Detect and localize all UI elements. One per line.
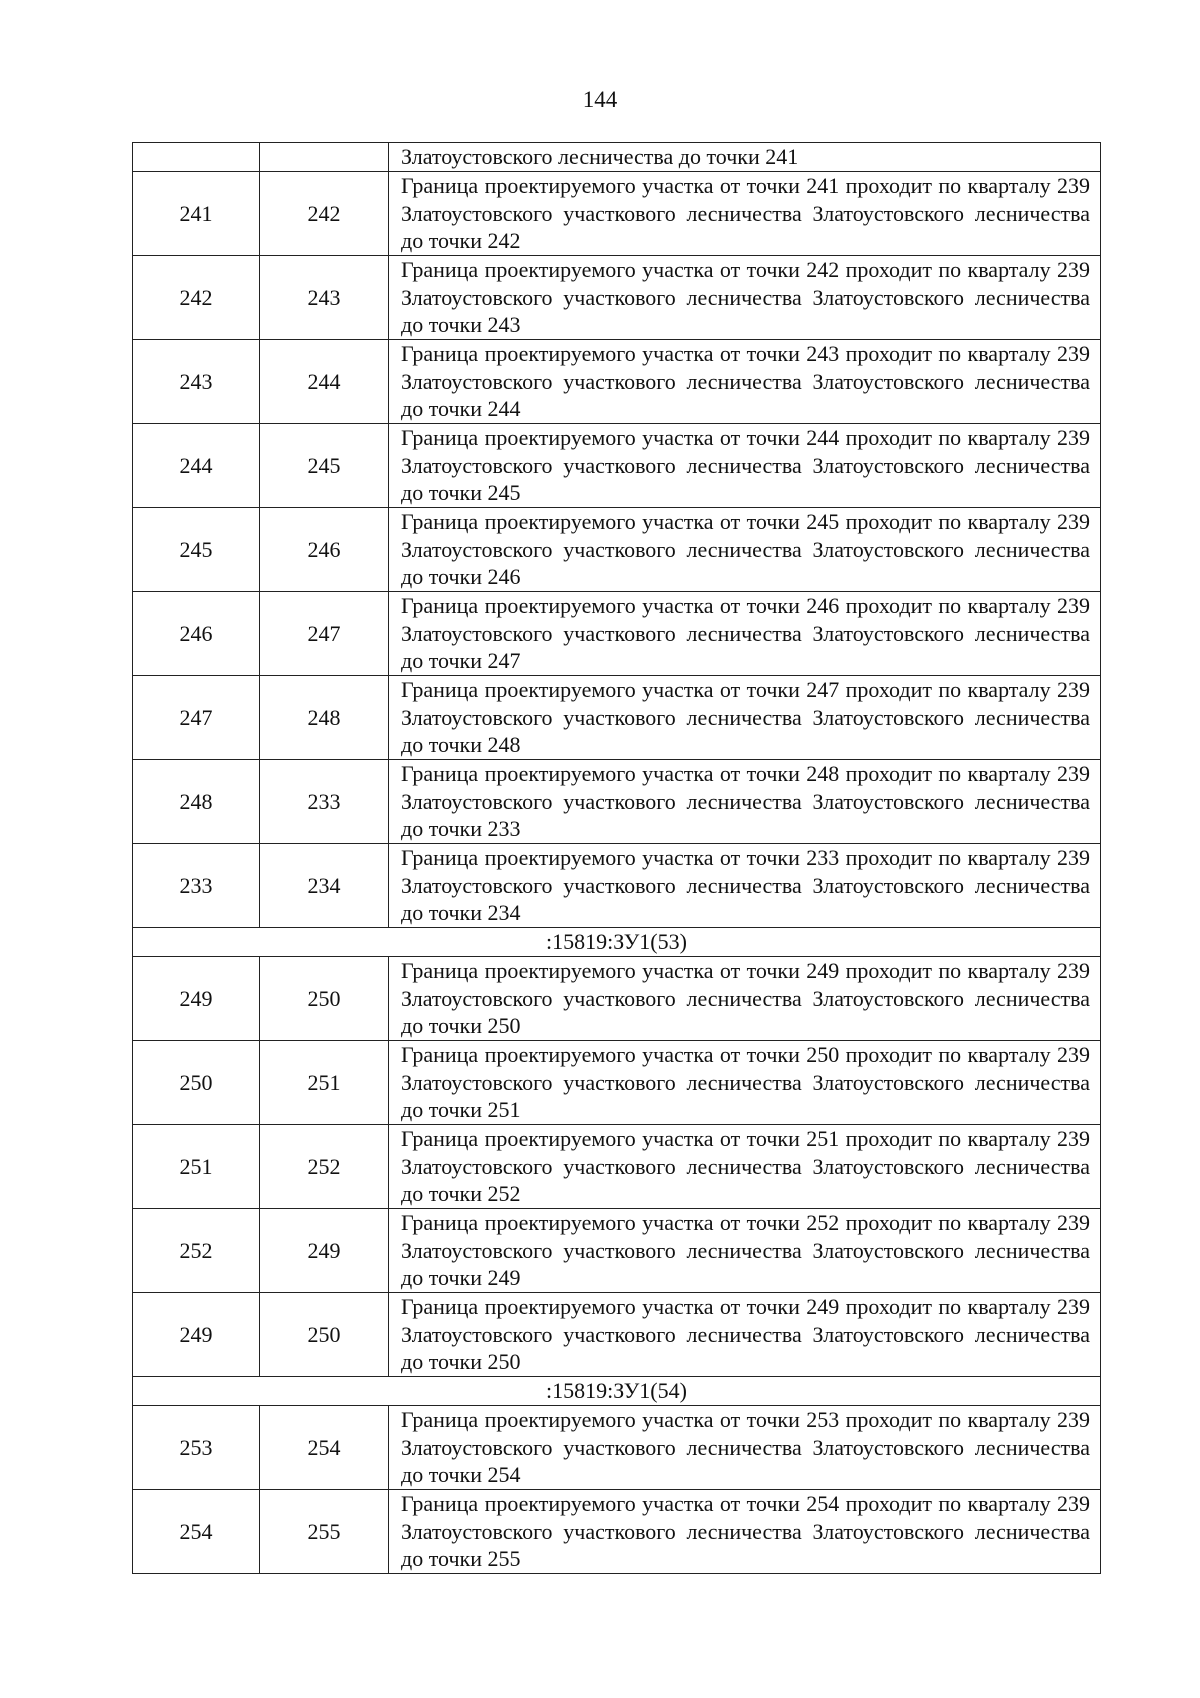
to-point-cell: 233 (260, 760, 389, 844)
description-cell: Граница проектируемого участка от точки 242 проходит по кварталу 239 Златоустовского участкового лесничества Златоустовского лесничества до точки 243 (389, 256, 1101, 340)
from-point-cell: 251 (133, 1125, 260, 1209)
table-row (133, 592, 1101, 676)
to-point-cell: 247 (260, 592, 389, 676)
description-cell: Граница проектируемого участка от точки 244 проходит по кварталу 239 Златоустовского участкового лесничества Златоустовского лесничества до точки 245 (389, 424, 1101, 508)
from-point-cell: 246 (133, 592, 260, 676)
table-row (133, 1293, 1101, 1377)
description-cell: Граница проектируемого участка от точки 246 проходит по кварталу 239 Златоустовского участкового лесничества Златоустовского лесничества до точки 247 (389, 592, 1101, 676)
table-row (133, 172, 1101, 256)
description-cell: Граница проектируемого участка от точки 245 проходит по кварталу 239 Златоустовского участкового лесничества Златоустовского лесничества до точки 246 (389, 508, 1101, 592)
table-row (133, 844, 1101, 928)
description-cell: Граница проектируемого участка от точки 241 проходит по кварталу 239 Златоустовского участкового лесничества Златоустовского лесничества до точки 242 (389, 172, 1101, 256)
to-point-cell: 255 (260, 1490, 389, 1574)
description-cell: Златоустовского лесничества до точки 241 (389, 143, 1101, 172)
to-point-cell: 250 (260, 1293, 389, 1377)
to-point-cell: 244 (260, 340, 389, 424)
section-heading: :15819:ЗУ1(54) (133, 1377, 1101, 1406)
continuation-row (133, 143, 1101, 172)
table-row (133, 676, 1101, 760)
page-number: 144 (582, 87, 618, 112)
description-cell: Граница проектируемого участка от точки 233 проходит по кварталу 239 Златоустовского участкового лесничества Златоустовского лесничества до точки 234 (389, 844, 1101, 928)
description-cell: Граница проектируемого участка от точки 252 проходит по кварталу 239 Златоустовского участкового лесничества Златоустовского лесничества до точки 249 (389, 1209, 1101, 1293)
from-point-cell: 242 (133, 256, 260, 340)
from-point-cell (133, 143, 260, 172)
from-point-cell: 253 (133, 1406, 260, 1490)
table-row (133, 1490, 1101, 1574)
to-point-cell (260, 143, 389, 172)
description-cell: Граница проектируемого участка от точки 254 проходит по кварталу 239 Златоустовского участкового лесничества Златоустовского лесничества до точки 255 (389, 1490, 1101, 1574)
section-heading-row (133, 928, 1101, 957)
table-row (133, 1406, 1101, 1490)
table-row (133, 340, 1101, 424)
description-cell: Граница проектируемого участка от точки 247 проходит по кварталу 239 Златоустовского участкового лесничества Златоустовского лесничества до точки 248 (389, 676, 1101, 760)
table-row (133, 508, 1101, 592)
to-point-cell: 249 (260, 1209, 389, 1293)
table-body (133, 143, 1101, 1574)
description-cell: Граница проектируемого участка от точки 243 проходит по кварталу 239 Златоустовского участкового лесничества Златоустовского лесничества до точки 244 (389, 340, 1101, 424)
from-point-cell: 245 (133, 508, 260, 592)
description-cell: Граница проектируемого участка от точки 249 проходит по кварталу 239 Златоустовского участкового лесничества Златоустовского лесничества до точки 250 (389, 957, 1101, 1041)
to-point-cell: 243 (260, 256, 389, 340)
table-row (133, 1125, 1101, 1209)
to-point-cell: 234 (260, 844, 389, 928)
table-row (133, 424, 1101, 508)
description-cell: Граница проектируемого участка от точки 251 проходит по кварталу 239 Златоустовского участкового лесничества Златоустовского лесничества до точки 252 (389, 1125, 1101, 1209)
table-row (133, 1209, 1101, 1293)
table-row (133, 760, 1101, 844)
from-point-cell: 249 (133, 1293, 260, 1377)
from-point-cell: 243 (133, 340, 260, 424)
to-point-cell: 246 (260, 508, 389, 592)
description-cell: Граница проектируемого участка от точки 253 проходит по кварталу 239 Златоустовского участкового лесничества Златоустовского лесничества до точки 254 (389, 1406, 1101, 1490)
section-heading-row (133, 1377, 1101, 1406)
table-row (133, 1041, 1101, 1125)
table-row (133, 957, 1101, 1041)
to-point-cell: 245 (260, 424, 389, 508)
to-point-cell: 242 (260, 172, 389, 256)
to-point-cell: 252 (260, 1125, 389, 1209)
from-point-cell: 250 (133, 1041, 260, 1125)
from-point-cell: 254 (133, 1490, 260, 1574)
description-cell: Граница проектируемого участка от точки 249 проходит по кварталу 239 Златоустовского участкового лесничества Златоустовского лесничества до точки 250 (389, 1293, 1101, 1377)
from-point-cell: 248 (133, 760, 260, 844)
description-cell: Граница проектируемого участка от точки 250 проходит по кварталу 239 Златоустовского участкового лесничества Златоустовского лесничества до точки 251 (389, 1041, 1101, 1125)
description-cell: Граница проектируемого участка от точки 248 проходит по кварталу 239 Златоустовского участкового лесничества Златоустовского лесничества до точки 233 (389, 760, 1101, 844)
to-point-cell: 251 (260, 1041, 389, 1125)
to-point-cell: 248 (260, 676, 389, 760)
boundary-description-table (132, 142, 1101, 1574)
section-heading: :15819:ЗУ1(53) (133, 928, 1101, 957)
to-point-cell: 250 (260, 957, 389, 1041)
from-point-cell: 247 (133, 676, 260, 760)
from-point-cell: 252 (133, 1209, 260, 1293)
from-point-cell: 249 (133, 957, 260, 1041)
from-point-cell: 241 (133, 172, 260, 256)
from-point-cell: 244 (133, 424, 260, 508)
table-row (133, 256, 1101, 340)
to-point-cell: 254 (260, 1406, 389, 1490)
from-point-cell: 233 (133, 844, 260, 928)
